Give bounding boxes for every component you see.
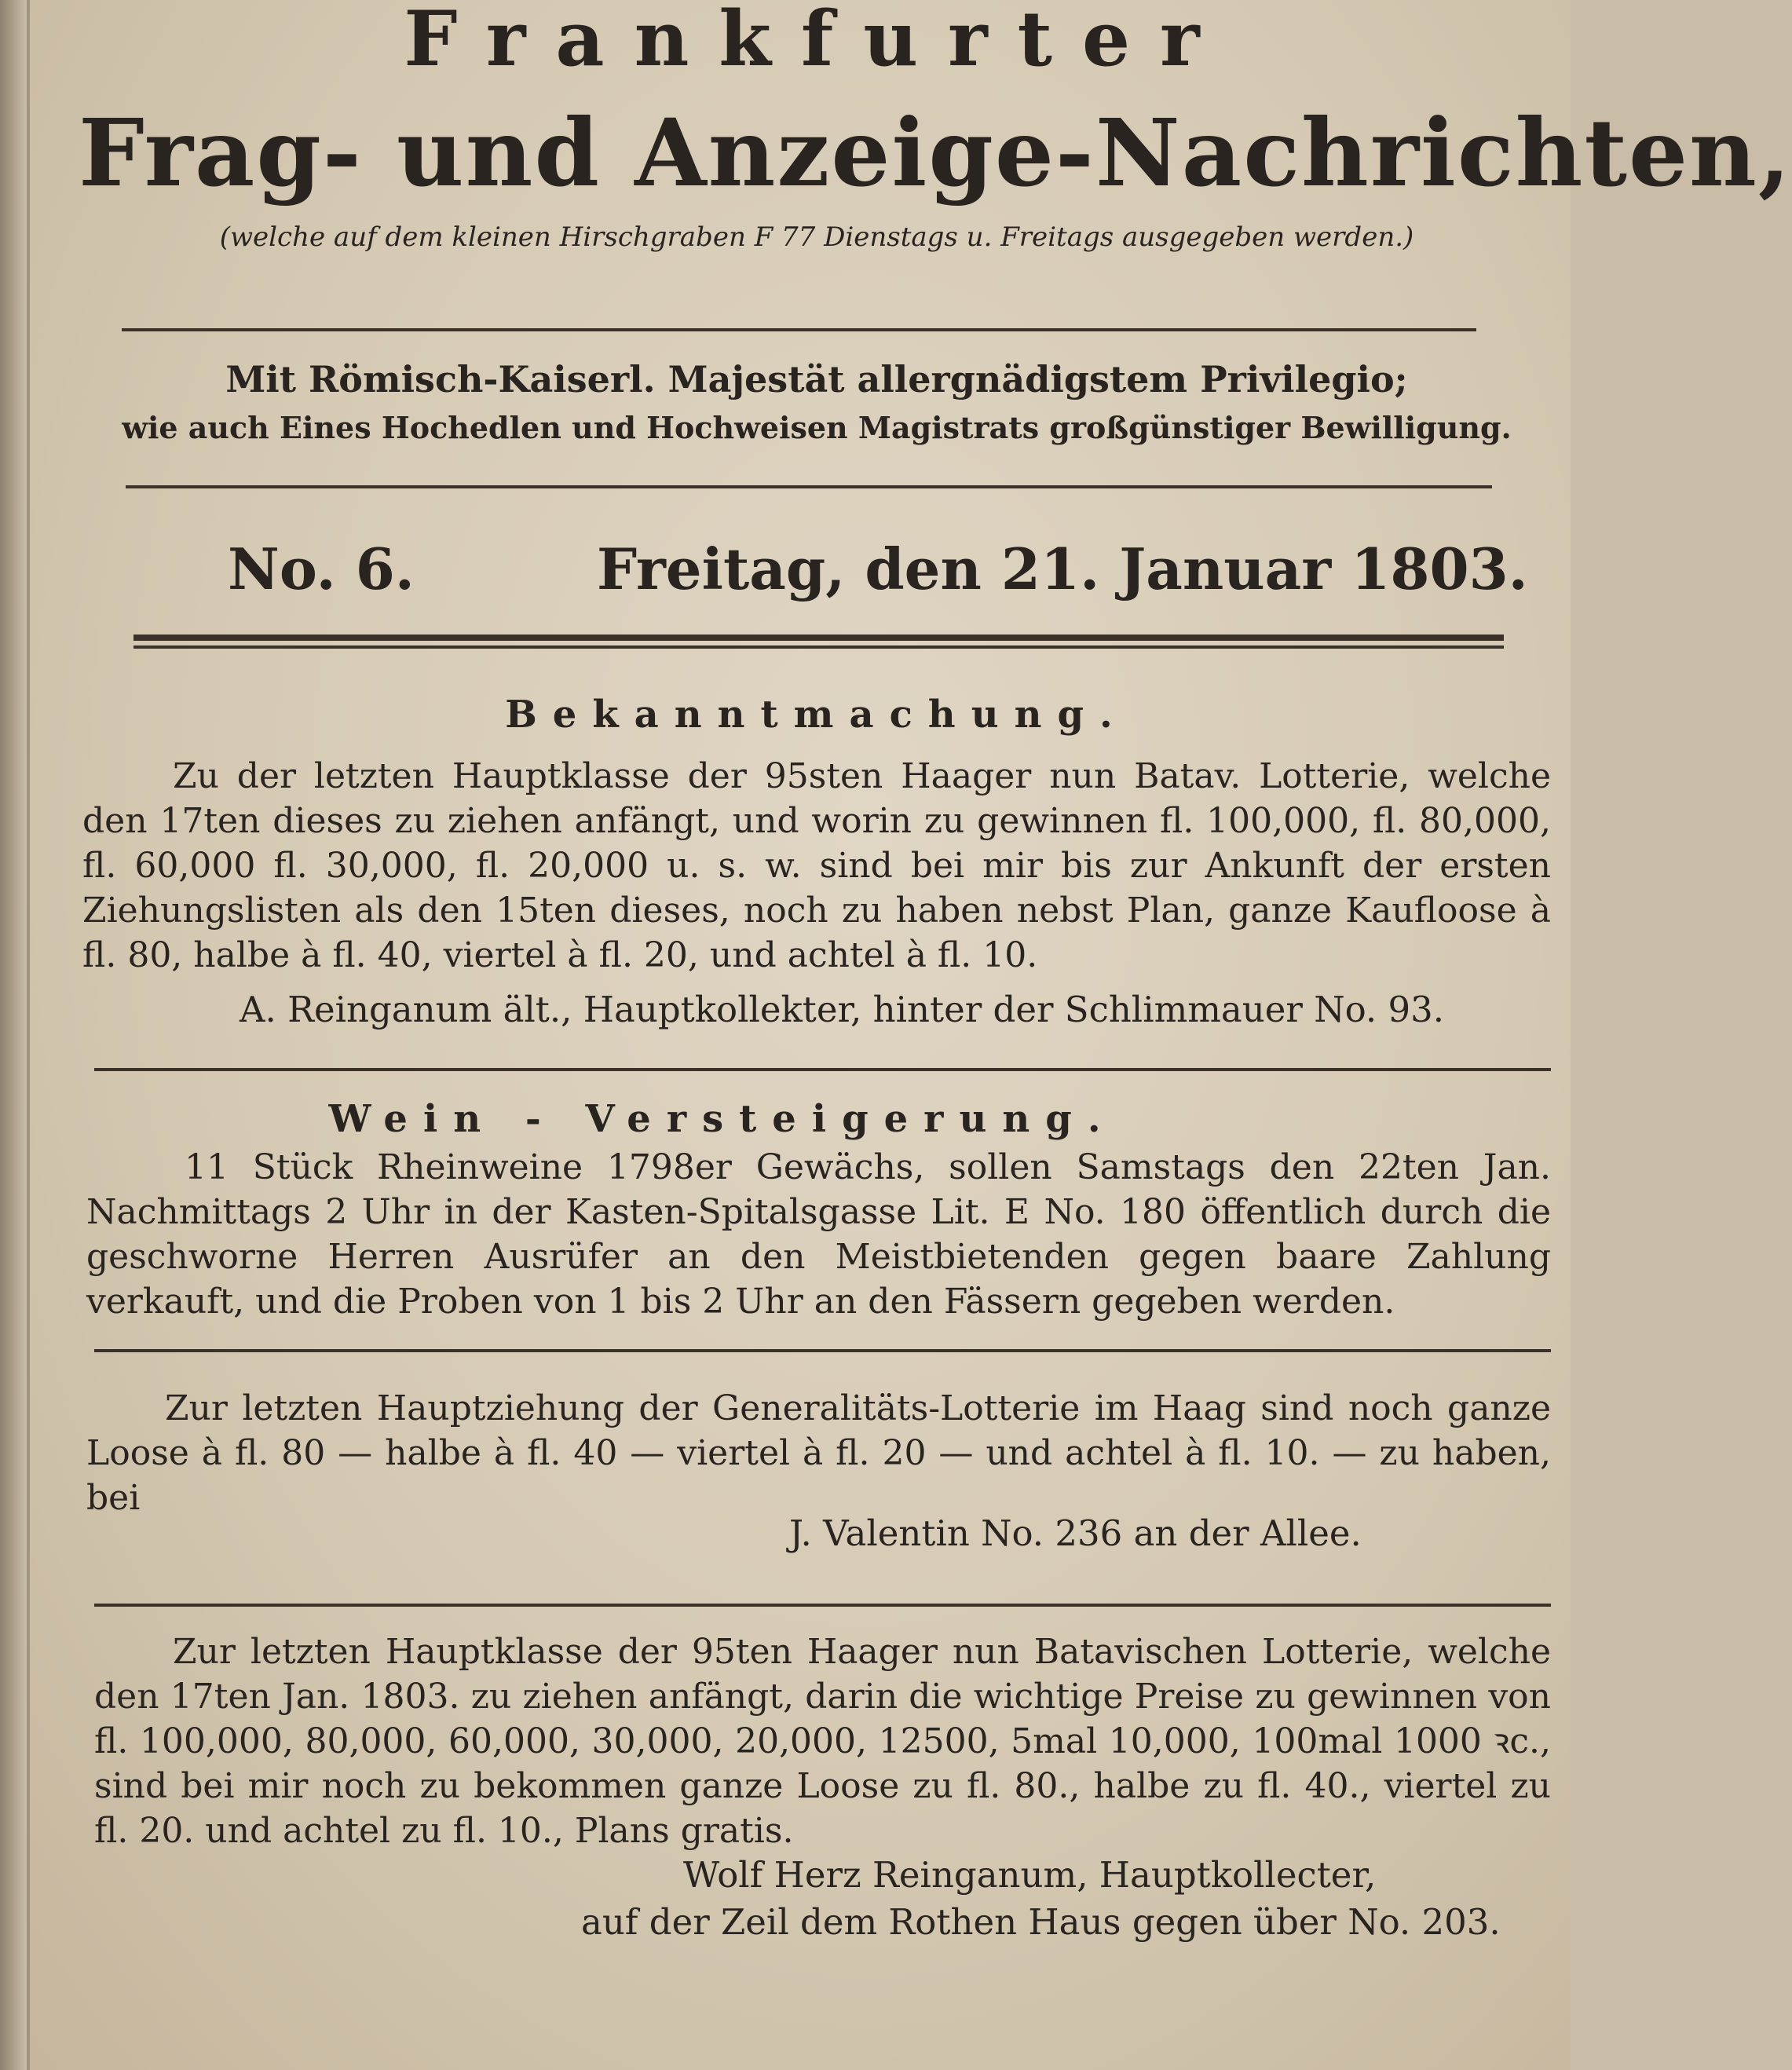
notice-text: Zur letzten Hauptklasse der 95ten Haager nun Batavischen Lotterie, welche den 17ten Jan. 1803. zu ziehen anfängt, darin die wichtige Preise zu gewinnen von fl. 100,000, 80,000, 60,000, 30,000, 20,000, 12500, 5mal 10,000, 100mal 1000 ꝛc., sind bei mir noch zu bekommen ganze Loose zu fl. 80., halbe zu fl. 40., viertel zu fl. 20. und achtel zu fl. 10., Plans gratis.	[94, 1632, 1551, 1851]
book-spine-edge	[27, 0, 30, 2070]
divider-rule	[126, 485, 1492, 488]
notice-signature-line-2: auf der Zeil dem Rothen Haus gegen über No. 203.	[581, 1901, 1501, 1943]
issue-number: No. 6.	[228, 536, 415, 602]
divider-rule	[133, 646, 1504, 649]
notice-signature: A. Reinganum ält., Hauptkollekter, hinter der Schlimmauer No. 93.	[240, 989, 1445, 1030]
page-content	[79, 0, 1792, 2070]
privilege-line-1: Mit Römisch-Kaiserl. Majestät allergnädigstem Privilegio;	[225, 358, 1408, 400]
notice-signature-line-1: Wolf Herz Reinganum, Hauptkollecter,	[683, 1854, 1377, 1896]
divider-rule	[122, 328, 1476, 331]
masthead-subtitle: (welche auf dem kleinen Hirschgraben F 77 Dienstags u. Freitags ausgegeben werden.)	[219, 221, 1414, 253]
notice-title: Wein - Versteigerung.	[328, 1097, 1117, 1141]
issue-date: Freitag, den 21. Januar 1803.	[597, 536, 1528, 602]
notice-signature: J. Valentin No. 236 an der Allee.	[789, 1512, 1362, 1554]
masthead-title-line-1: Frankfurter	[404, 0, 1230, 83]
notice-text: Zur letzten Hauptziehung der Generalitäts-Lotterie im Haag sind noch ganze Loose à fl. 80 — halbe à fl. 40 — viertel à fl. 20 — und achtel à fl. 10. — zu haben, bei	[86, 1388, 1551, 1518]
privilege-line-2: wie auch Eines Hochedlen und Hochweisen Magistrats großgünstiger Bewilligung.	[122, 410, 1512, 445]
book-spine-shadow	[0, 0, 27, 2070]
divider-rule	[94, 1349, 1551, 1352]
divider-rule-thick	[133, 635, 1504, 641]
divider-rule	[94, 1068, 1551, 1071]
masthead-title-line-2: Frag- und Anzeige-Nachrichten,	[79, 98, 1792, 207]
notice-text: Zu der letzten Hauptklasse der 95sten Haager nun Batav. Lotterie, welche den 17ten dieses zu ziehen anfängt, und worin zu gewinnen fl. 100,000, fl. 80,000, fl. 60,000 fl. 30,000, fl. 20,000 u. s. w. sind bei mir bis zur Ankunft der ersten Ziehungslisten als den 15ten dieses, noch zu haben nebst Plan, ganze Kaufloose à fl. 80, halbe à fl. 40, viertel à fl. 20, und achtel à fl. 10.	[82, 756, 1551, 975]
notice-title: Bekanntmachung.	[505, 693, 1128, 737]
notice-text: 11 Stück Rheinweine 1798er Gewächs, sollen Samstags den 22ten Jan. Nachmittags 2 Uhr in der Kasten-Spitalsgasse Lit. E No. 180 öffentlich durch die geschworne Herren Ausrüfer an den Meistbietenden gegen baare Zahlung verkauft, und die Proben von 1 bis 2 Uhr an den Fässern gegeben werden.	[86, 1147, 1551, 1322]
divider-rule	[94, 1604, 1551, 1607]
